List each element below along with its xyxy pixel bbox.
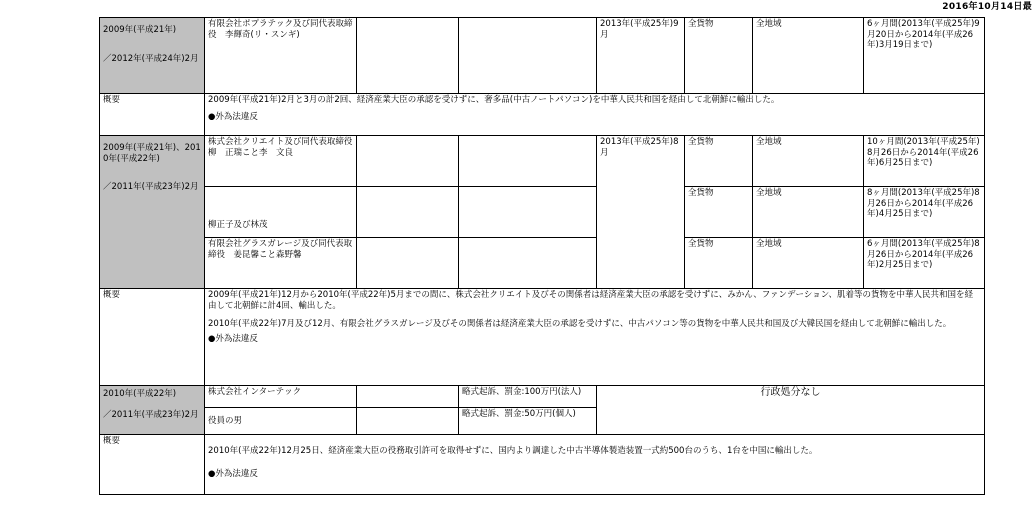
empty-cell (357, 408, 459, 435)
table-row (100, 18, 985, 94)
table-row (100, 187, 985, 238)
summary-label: 概要 (100, 289, 205, 386)
summary-text: 2010年(平成22年)12月25日、経済産業大臣の役務取引許可を取得せずに、国内より調達した中古半導体製造装置一式約500台のうち、1台を中国に輸出した。 (208, 446, 818, 456)
empty-cell (357, 136, 459, 187)
goods-cell: 全貨物 (685, 187, 753, 238)
ban-period-cell: 8ヶ月間(2013年(平成25年)8月26日から2014年(平成26年)4月25日まで) (864, 187, 985, 238)
summary-cell (205, 94, 985, 136)
period-cell (100, 18, 205, 94)
date-cell: 2013年(平成25年)9月 (597, 18, 685, 94)
period-cell (100, 386, 205, 435)
empty-cell (357, 238, 459, 289)
summary-row (100, 94, 985, 136)
ban-period-cell: 10ヶ月間(2013年(平成25年)8月26日から2014年(平成26年)6月25日まで) (864, 136, 985, 187)
period-cell (100, 136, 205, 289)
period-end: ／2012年(平成24年)2月 (103, 53, 199, 64)
company-cell: 役員の男 (205, 408, 357, 435)
penalty-cell: 略式起訴、罰金:50万円(個人) (459, 408, 597, 435)
region-cell: 全地域 (753, 136, 864, 187)
period-start: 2009年(平成21年) (103, 25, 177, 35)
summary-label: 概要 (100, 94, 205, 136)
empty-cell (459, 136, 597, 187)
table-row (100, 136, 985, 187)
period-end: ／2011年(平成23年)2月 (103, 182, 199, 193)
company-cell: 有限会社ポプラテック及び同代表取締役 李輝奇(リ・スンギ) (205, 18, 357, 94)
report-date: 2016年10月14日最 (942, 2, 1032, 12)
summary-text: 2009年(平成21年)2月と3月の計2回、経済産業大臣の承認を受けずに、奢多品(中古ノートパソコン)を中華人民共和国を経由して北朝鮮に輸出した。 (208, 95, 780, 105)
empty-cell (357, 386, 459, 408)
summary-row (100, 289, 985, 386)
empty-cell (459, 187, 597, 238)
summary-cell (205, 435, 985, 495)
summary-text: 2009年(平成21年)12月から2010年(平成22年)5月までの間に、株式会社クリエイト及びその関係者は経済産業大臣の承認を受けずに、みかん、ファンデーション、肌着等の貨物を中華人民共和国を経由して北朝鮮に計4回、輸出した。 (208, 290, 974, 311)
company-cell: 株式会社クリエイト及び同代表取締役柳 正瑞こと李 文良 (205, 136, 357, 187)
ban-period-cell: 6ヶ月間(2013年(平成25年)8月26日から2014年(平成26年)2月25日まで) (864, 238, 985, 289)
table-row (100, 238, 985, 289)
period-start: 2009年(平成21年)、2010年(平成22年) (103, 143, 201, 164)
violation-marker: ●外為法違反 (208, 468, 258, 479)
admin-action-cell (597, 386, 985, 435)
summary-cell (205, 289, 985, 386)
date-cell: 2013年(平成25年)8月 (597, 136, 685, 289)
summary-text: 2010年(平成22年)7月及び12月、有限会社グラスガレージ及びその関係者は経済産業大臣の承認を受けずに、中古パソコン等の貨物を中華人民共和国及び大韓民国を経由して北朝鮮に輸出した。 (208, 319, 952, 330)
empty-cell (459, 18, 597, 94)
goods-cell: 全貨物 (685, 238, 753, 289)
violation-marker: ●外為法違反 (208, 111, 258, 122)
ban-period-cell: 6ヶ月間(2013年(平成25年)9月20日から2014年(平成26年)3月19日まで) (864, 18, 985, 94)
company-cell: 有限会社グラスガレージ及び同代表取締役 姜昆馨こと森野馨 (205, 238, 357, 289)
empty-cell (357, 18, 459, 94)
violation-marker: ●外為法違反 (208, 333, 258, 344)
region-cell: 全地域 (753, 238, 864, 289)
period-start: 2010年(平成22年) (103, 389, 177, 399)
table-row (100, 386, 985, 408)
violations-table (99, 17, 985, 495)
empty-cell (459, 238, 597, 289)
goods-cell: 全貨物 (685, 136, 753, 187)
period-end: ／2011年(平成23年)2月 (103, 409, 199, 420)
company-cell: 株式会社インターテック (205, 386, 357, 408)
summary-label: 概要 (100, 435, 205, 495)
region-cell: 全地域 (753, 187, 864, 238)
company-cell: 柳正子及び林茂 (205, 187, 357, 238)
empty-cell (357, 187, 459, 238)
admin-action-note: 行政処分なし (760, 387, 821, 398)
penalty-cell: 略式起訴、罰金:100万円(法人) (459, 386, 597, 408)
goods-cell: 全貨物 (685, 18, 753, 94)
summary-row (100, 435, 985, 495)
region-cell: 全地域 (753, 18, 864, 94)
